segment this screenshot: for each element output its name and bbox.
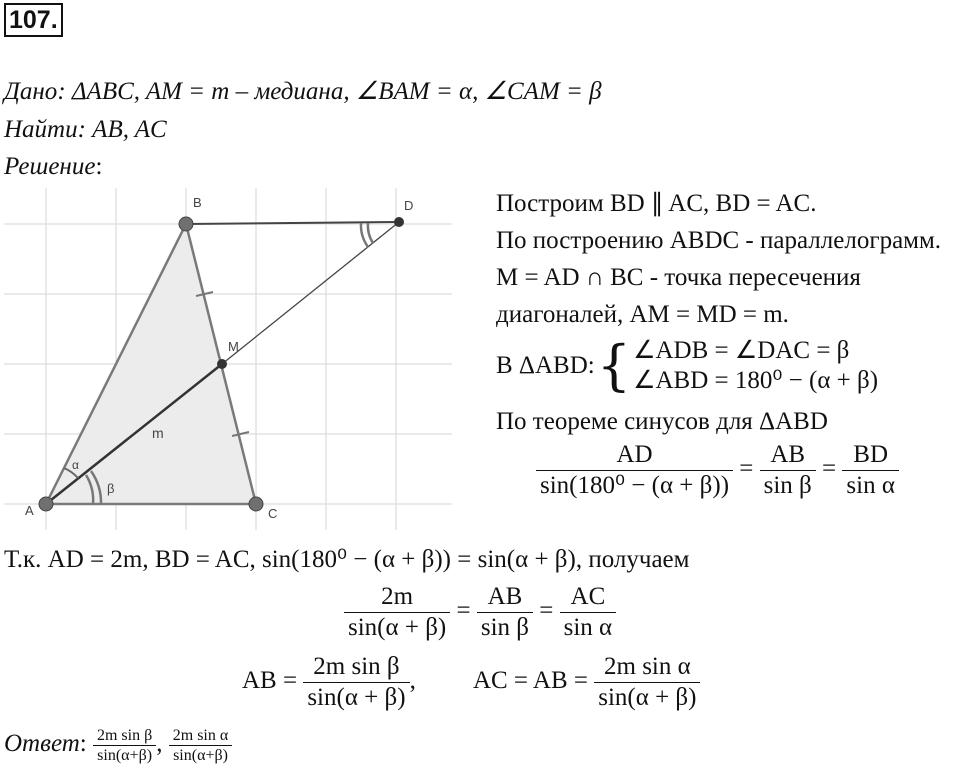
numerator: 2m sin α [172, 727, 229, 744]
solution-line [4, 152, 102, 182]
numerator: BD [853, 441, 889, 468]
answer-line [4, 726, 232, 765]
label-m: M [228, 339, 239, 354]
equals-sign: = [822, 455, 837, 483]
numerator: AB [487, 583, 523, 610]
given-text: : ΔABC, AM = m – медиана, ∠BAM = α, ∠CAM = β [57, 78, 602, 105]
step-4: диагоналей, AM = MD = m. [496, 301, 789, 328]
numerator: 2m sin α [604, 653, 691, 680]
point-m [217, 359, 227, 369]
denominator: sin(α+β) [93, 745, 156, 765]
find-label: Найти [4, 116, 78, 143]
problem-number: 107. [4, 3, 63, 37]
label-median-m: m [152, 425, 164, 441]
denominator: sin(α + β) [344, 612, 450, 643]
find-text: : AB, AC [77, 116, 167, 143]
fraction-ac-2 [560, 582, 617, 643]
step-5-prefix: В ΔABD: [496, 352, 595, 379]
answer-colon: : [79, 730, 87, 758]
fraction-bd [842, 440, 899, 501]
numerator: AD [616, 441, 653, 468]
answer-fraction-1 [93, 726, 156, 765]
step-5 [496, 336, 878, 396]
lhs-ac: AC = AB = [472, 667, 588, 695]
label-a: A [25, 503, 34, 518]
answer-label: Ответ [4, 730, 80, 758]
given-label: Дано [4, 78, 58, 105]
step-7: Т.к. AD = 2m, BD = AC, sin(180⁰ − (α + β)) = sin(α + β), получаем [4, 546, 690, 573]
geometry-figure [4, 188, 452, 530]
numerator: AC [570, 583, 606, 610]
label-d: D [404, 198, 414, 213]
label-c: C [268, 506, 278, 521]
equation-system [633, 336, 878, 396]
solution-label: Решение [4, 153, 96, 180]
point-a [39, 497, 53, 511]
denominator: sin(α+β) [169, 745, 232, 765]
equals-sign: = [739, 455, 754, 483]
given-line [4, 77, 602, 107]
label-beta: β [107, 481, 115, 496]
system-eq-2: ∠ABD = 180⁰ − (α + β) [633, 367, 879, 394]
denominator: sin β [760, 470, 816, 501]
point-b [179, 217, 193, 231]
label-alpha: α [72, 458, 79, 472]
denominator: sin(α + β) [594, 682, 700, 713]
brace-symbol: { [596, 334, 632, 397]
numerator: 2m [381, 583, 414, 610]
fraction-ab-2 [477, 582, 533, 643]
point-c [249, 497, 263, 511]
fraction-ad [536, 440, 733, 501]
numerator: AB [770, 441, 806, 468]
fraction-ab [760, 440, 816, 501]
equals-sign: = [539, 597, 554, 625]
denominator: sin β [477, 612, 533, 643]
numerator: 2m sin β [96, 727, 153, 744]
denominator: sin α [842, 470, 899, 501]
formula-3 [242, 652, 700, 713]
fraction-ab-result [303, 652, 409, 713]
comma: , [409, 667, 416, 695]
lhs-ab: AB = [242, 667, 298, 695]
point-d [394, 217, 404, 227]
system-wrap [496, 336, 878, 396]
find-line [4, 115, 167, 145]
fraction-ac-result [594, 652, 700, 713]
denominator: sin α [560, 612, 617, 643]
label-b: B [193, 195, 202, 210]
answer-comma: , [156, 730, 163, 758]
denominator: sin(α + β) [303, 682, 409, 713]
system-eq-1: ∠ADB = ∠DAC = β [633, 337, 850, 364]
numerator: 2m sin β [313, 653, 400, 680]
equals-sign: = [456, 597, 471, 625]
step-1: Построим BD ∥ AC, BD = AC. [496, 190, 817, 217]
fraction-2m [344, 582, 450, 643]
denominator: sin(180⁰ − (α + β)) [536, 470, 733, 501]
step-3: M = AD ∩ BC - точка пересечения [496, 264, 861, 291]
answer-fraction-2 [169, 726, 233, 765]
formula-sines [536, 440, 899, 501]
step-2: По построению ABDC - параллелограмм. [496, 227, 942, 254]
solution-colon: : [95, 153, 103, 180]
angle-d-arc-2 [368, 223, 373, 243]
step-6: По теореме синусов для ΔABD [496, 408, 828, 435]
formula-2 [344, 582, 616, 643]
